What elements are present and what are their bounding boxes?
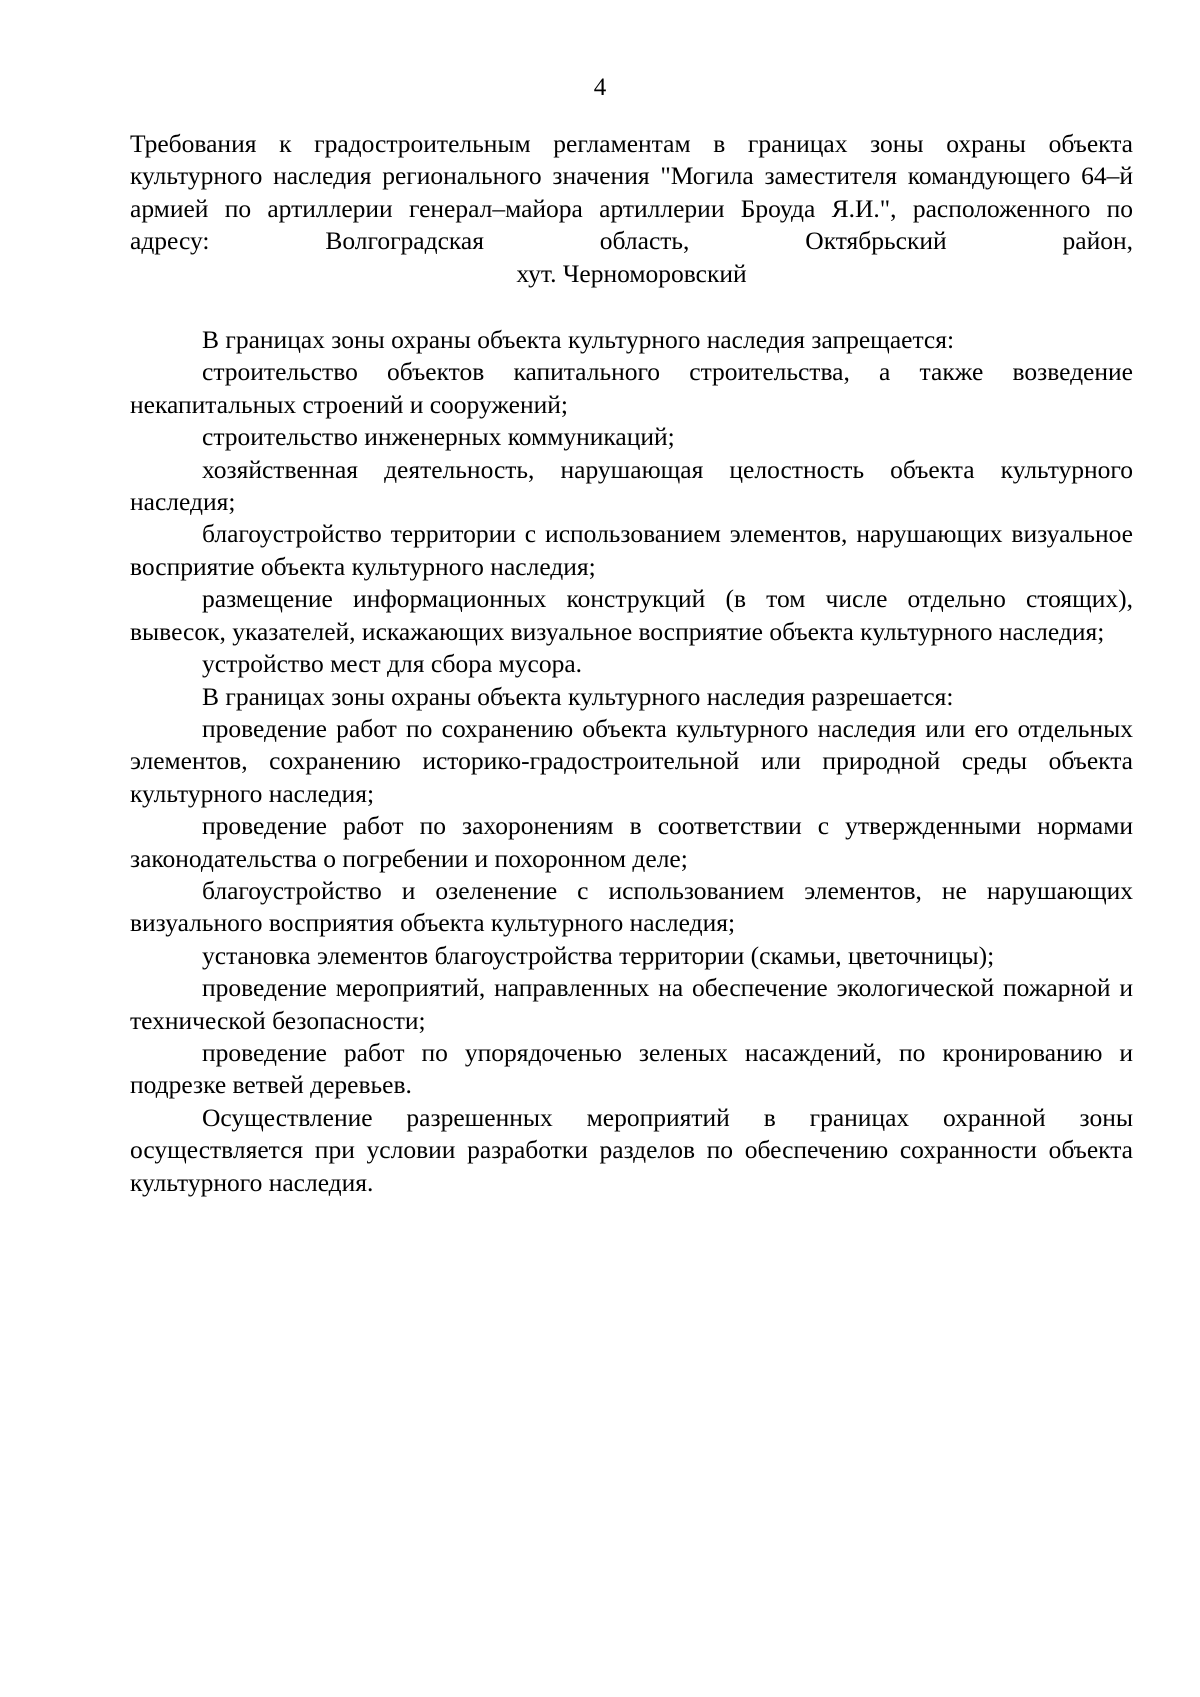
paragraph-safety-measures: проведение мероприятий, направленных на обеспечение экологической пожарной и технической безопасности; (130, 973, 1133, 1035)
document-content (130, 128, 1133, 1199)
paragraph-capital-construction: строительство объектов капитального строительства, а также возведение некапитальных строений и сооружений; (130, 357, 1133, 419)
document-title (130, 128, 1133, 290)
document-body (130, 324, 1133, 1199)
title-text: Требования к градостроительным регламентам в границах зоны охраны объекта культурного наследия регионального значения "Могила заместителя командующего 64–й армией по артиллерии генерал–майора артиллерии Броуда Я.И.", расположенного по адресу: Волгоградская область, Октябрьский район, (130, 129, 1133, 256)
paragraph-prohibited-intro: В границах зоны охраны объекта культурного наследия запрещается: (202, 325, 955, 355)
paragraph-green-spaces: проведение работ по упорядоченью зеленых насаждений, по кронированию и подрезке ветвей деревьев. (130, 1037, 1133, 1100)
paragraph-improvement-prohibited: благоустройство территории с использованием элементов, нарушающих визуальное восприятие объекта культурного наследия; (130, 519, 1133, 581)
paragraph-improvement-elements: установка элементов благоустройства территории (скамьи, цветочницы); (202, 940, 995, 970)
paragraph-information-structures: размещение информационных конструкций (в том числе отдельно стоящих), вывесок, указателей, искажающих визуальное восприятие объекта культурного наследия; (130, 584, 1133, 646)
paragraph-implementation-condition: Осуществление разрешенных мероприятий в границах охранной зоны осуществляется при условии разработки разделов по обеспечению сохранности объекта культурного наследия. (130, 1102, 1133, 1197)
page-number: 4 (593, 74, 607, 101)
paragraph-permitted-intro: В границах зоны охраны объекта культурного наследия разрешается: (202, 681, 954, 711)
paragraph-landscaping: благоустройство и озеленение с использованием элементов, не нарушающих визуального восприятия объекта культурного наследия; (130, 875, 1133, 938)
paragraph-burial-works: проведение работ по захоронениям в соответствии с утвержденными нормами законодательства о погребении и похоронном деле; (130, 811, 1133, 873)
paragraph-garbage-places: устройство мест для сбора мусора. (202, 649, 583, 679)
paragraph-economic-activity: хозяйственная деятельность, нарушающая целостность объекта культурного наследия; (130, 454, 1133, 517)
paragraph-engineering-networks: строительство инженерных коммуникаций; (202, 422, 675, 452)
title-last-line: хут. Черноморовский (516, 258, 747, 288)
paragraph-preservation-works: проведение работ по сохранению объекта культурного наследия или его отдельных элементов, сохранению историко-градостроительной или природной среды объекта культурного наследия; (130, 713, 1133, 808)
